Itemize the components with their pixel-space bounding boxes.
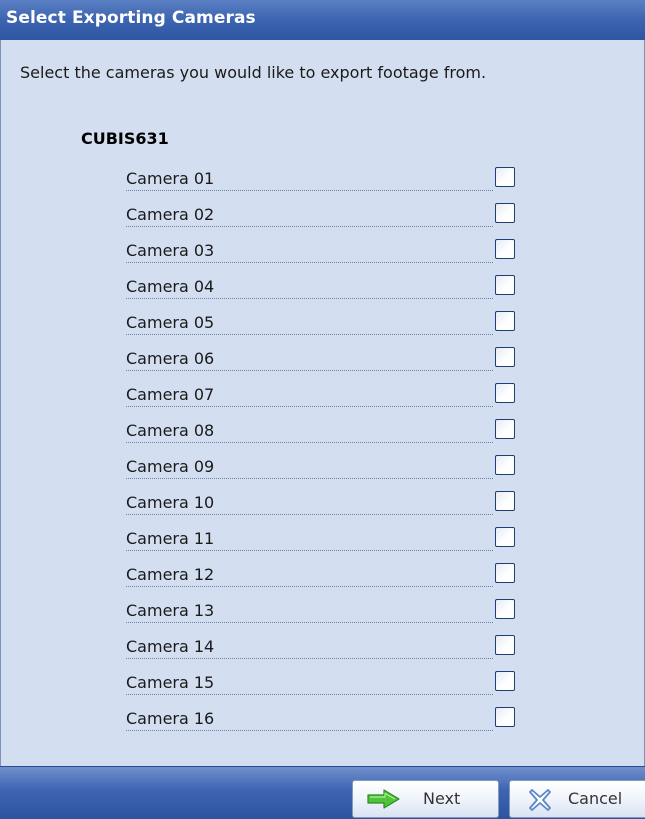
camera-row	[126, 670, 526, 700]
camera-checkbox[interactable]	[495, 311, 515, 331]
dotted-leader	[126, 370, 493, 371]
camera-label: Camera 13	[126, 601, 215, 620]
cancel-button-label: Cancel	[568, 789, 623, 808]
camera-row	[126, 346, 526, 376]
dotted-leader	[126, 586, 493, 587]
camera-row	[126, 490, 526, 520]
camera-checkbox[interactable]	[495, 635, 515, 655]
camera-checkbox[interactable]	[495, 239, 515, 259]
camera-label: Camera 07	[126, 385, 215, 404]
camera-checkbox[interactable]	[495, 455, 515, 475]
camera-checkbox[interactable]	[495, 419, 515, 439]
camera-checkbox[interactable]	[495, 491, 515, 511]
dotted-leader	[126, 334, 493, 335]
camera-label: Camera 05	[126, 313, 215, 332]
camera-row	[126, 166, 526, 196]
camera-checkbox[interactable]	[495, 599, 515, 619]
dotted-leader	[126, 226, 493, 227]
camera-checkbox[interactable]	[495, 167, 515, 187]
camera-row	[126, 202, 526, 232]
camera-label: Camera 02	[126, 205, 215, 224]
camera-row	[126, 526, 526, 556]
camera-label: Camera 14	[126, 637, 215, 656]
dotted-leader	[126, 190, 493, 191]
dotted-leader	[126, 550, 493, 551]
button-bar	[0, 766, 645, 819]
dotted-leader	[126, 298, 493, 299]
camera-label: Camera 09	[126, 457, 215, 476]
camera-checkbox[interactable]	[495, 527, 515, 547]
camera-row	[126, 706, 526, 736]
camera-row	[126, 418, 526, 448]
dialog-title: Select Exporting Cameras	[6, 8, 256, 28]
dotted-leader	[126, 730, 493, 731]
camera-checkbox[interactable]	[495, 383, 515, 403]
camera-label: Camera 03	[126, 241, 215, 260]
camera-label: Camera 06	[126, 349, 215, 368]
dotted-leader	[126, 658, 493, 659]
arrow-right-icon	[366, 788, 402, 814]
camera-selection-panel	[0, 40, 645, 766]
title-bar	[0, 0, 645, 41]
camera-row	[126, 562, 526, 592]
camera-label: Camera 10	[126, 493, 215, 512]
camera-row	[126, 634, 526, 664]
camera-row	[126, 274, 526, 304]
dotted-leader	[126, 262, 493, 263]
camera-label: Camera 08	[126, 421, 215, 440]
camera-row	[126, 454, 526, 484]
dotted-leader	[126, 406, 493, 407]
dotted-leader	[126, 442, 493, 443]
camera-label: Camera 12	[126, 565, 215, 584]
camera-row	[126, 382, 526, 412]
camera-checkbox[interactable]	[495, 203, 515, 223]
camera-checkbox[interactable]	[495, 707, 515, 727]
camera-checkbox[interactable]	[495, 347, 515, 367]
camera-label: Camera 01	[126, 169, 215, 188]
dotted-leader	[126, 694, 493, 695]
camera-label: Camera 11	[126, 529, 215, 548]
camera-row	[126, 238, 526, 268]
device-group-title: CUBIS631	[81, 129, 169, 148]
cancel-button[interactable]	[509, 780, 645, 818]
camera-checkbox[interactable]	[495, 275, 515, 295]
dotted-leader	[126, 478, 493, 479]
camera-row	[126, 310, 526, 340]
camera-checkbox[interactable]	[495, 671, 515, 691]
dotted-leader	[126, 622, 493, 623]
camera-label: Camera 16	[126, 709, 215, 728]
camera-checkbox[interactable]	[495, 563, 515, 583]
dotted-leader	[126, 514, 493, 515]
next-button-label: Next	[423, 789, 461, 808]
camera-label: Camera 15	[126, 673, 215, 692]
camera-row	[126, 598, 526, 628]
next-button[interactable]	[352, 780, 499, 818]
instruction-text: Select the cameras you would like to export footage from.	[20, 63, 487, 82]
cancel-x-icon	[528, 788, 552, 816]
camera-label: Camera 04	[126, 277, 215, 296]
